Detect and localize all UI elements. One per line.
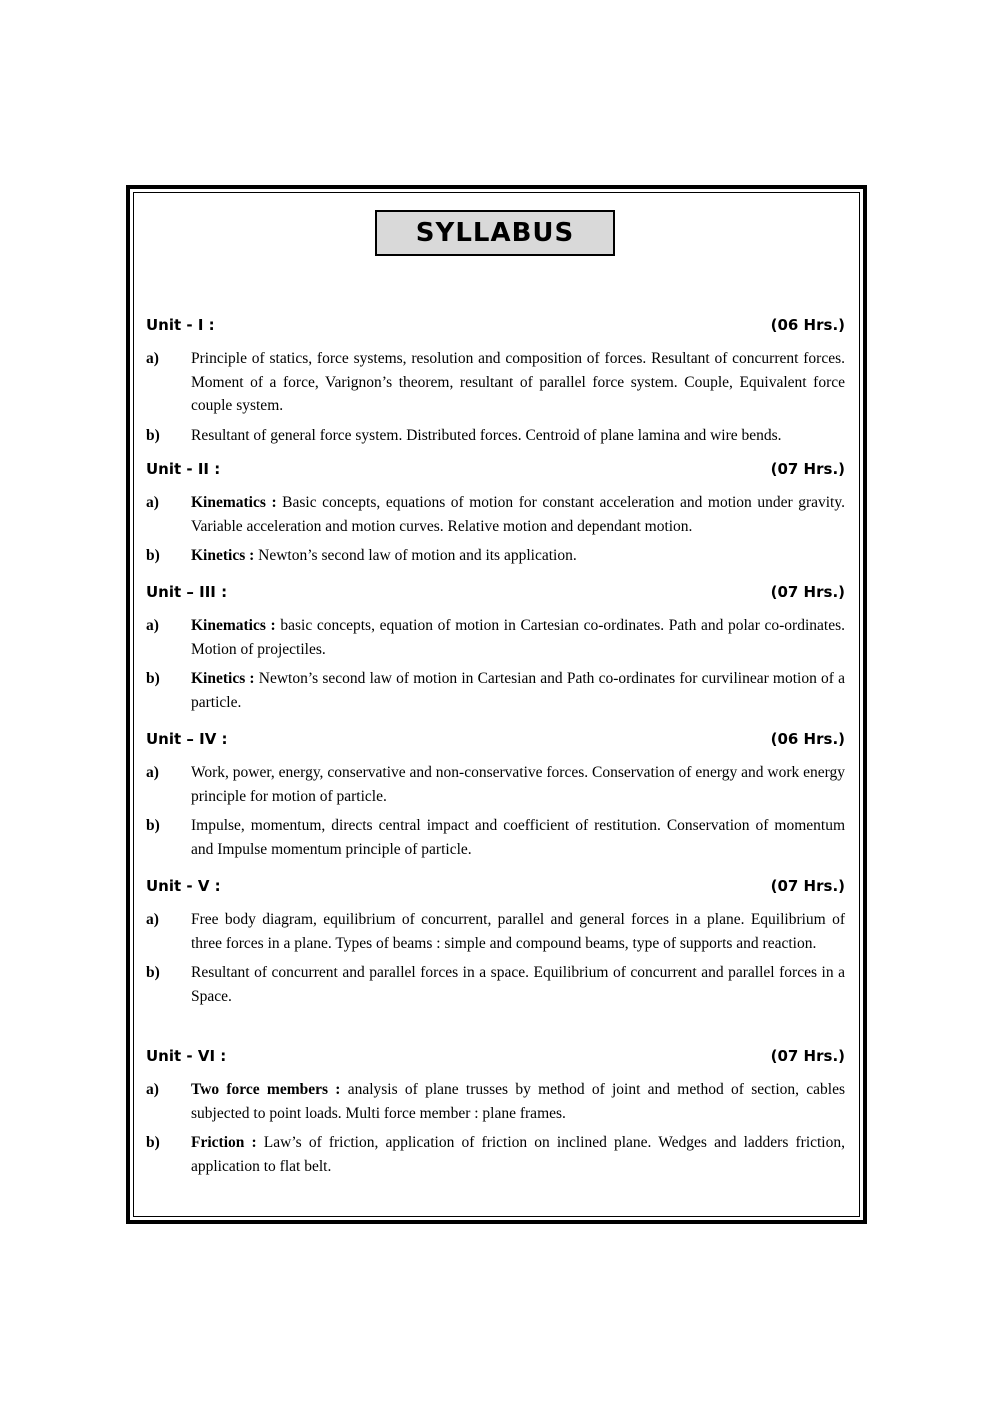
item-label: b) xyxy=(146,426,160,444)
unit-section xyxy=(146,730,845,867)
syllabus-item xyxy=(146,491,845,538)
unit-heading xyxy=(146,730,845,748)
item-term: Two force members : xyxy=(191,1081,341,1098)
item-text xyxy=(191,491,845,538)
unit-section xyxy=(146,877,845,1014)
item-text xyxy=(191,761,845,808)
item-body: Law’s of friction, application of friction on inclined plane. Wedges and ladders friction, application to flat belt. xyxy=(191,1134,845,1175)
item-label: a) xyxy=(146,617,159,634)
item-text xyxy=(191,614,845,661)
item-body: basic concepts, equation of motion in Cartesian co-ordinates. Path and polar co-ordinates. Motion of projectiles. xyxy=(191,617,845,658)
item-text xyxy=(191,814,845,861)
item-body: Resultant of concurrent and parallel forces in a space. Equilibrium of concurrent and parallel forces in a Space. xyxy=(191,964,845,1005)
syllabus-item xyxy=(146,761,845,808)
item-body: Basic concepts, equations of motion for constant acceleration and motion under gravity. Variable acceleration and motion curves. Relative motion and dependant motion. xyxy=(191,494,845,535)
item-label: a) xyxy=(146,1081,159,1098)
item-term: Friction : xyxy=(191,1134,257,1151)
unit-name: Unit – III : xyxy=(146,583,228,601)
syllabus-item xyxy=(146,544,845,568)
syllabus-item xyxy=(146,1078,845,1125)
item-label: b) xyxy=(146,964,160,981)
unit-hours: (07 Hrs.) xyxy=(770,583,845,601)
unit-heading xyxy=(146,877,845,895)
item-term: Kinetics : xyxy=(191,547,255,564)
unit-hours: (07 Hrs.) xyxy=(770,877,845,895)
unit-heading xyxy=(146,316,845,334)
unit-name: Unit - II : xyxy=(146,460,221,478)
syllabus-item xyxy=(146,667,845,714)
item-label: b) xyxy=(146,547,160,564)
item-text xyxy=(191,347,845,418)
unit-name: Unit - I : xyxy=(146,316,215,334)
item-label: a) xyxy=(146,764,159,781)
item-text xyxy=(191,908,845,955)
syllabus-item xyxy=(146,424,845,448)
item-body: Resultant of general force system. Distributed forces. Centroid of plane lamina and wire bends. xyxy=(191,426,782,444)
unit-heading xyxy=(146,583,845,601)
item-body: Newton’s second law of motion and its application. xyxy=(254,547,577,564)
syllabus-item xyxy=(146,814,845,861)
item-text xyxy=(191,961,845,1008)
item-label: b) xyxy=(146,670,160,687)
item-text xyxy=(191,544,845,568)
unit-name: Unit - VI : xyxy=(146,1047,227,1065)
unit-section xyxy=(146,460,845,574)
unit-section xyxy=(146,316,845,453)
item-body: Principle of statics, force systems, resolution and composition of forces. Resultant of concurrent forces. Moment of a force, Varignon’s theorem, resultant of parallel force system. Couple, Equivalent force couple system. xyxy=(191,350,845,414)
item-label: a) xyxy=(146,911,159,928)
unit-hours: (06 Hrs.) xyxy=(770,730,845,748)
syllabus-item xyxy=(146,908,845,955)
syllabus-item xyxy=(146,614,845,661)
item-text xyxy=(191,667,845,714)
item-term: Kinetics : xyxy=(191,670,255,687)
unit-section xyxy=(146,583,845,720)
item-term: Kinematics : xyxy=(191,617,276,634)
item-label: a) xyxy=(146,494,159,511)
unit-hours: (06 Hrs.) xyxy=(770,316,845,334)
item-text xyxy=(191,1131,845,1178)
syllabus-item xyxy=(146,1131,845,1178)
item-body: Newton’s second law of motion in Cartesian and Path co-ordinates for curvilinear motion of a particle. xyxy=(191,670,846,711)
unit-hours: (07 Hrs.) xyxy=(770,460,845,478)
item-label: a) xyxy=(146,350,159,367)
unit-hours: (07 Hrs.) xyxy=(770,1047,845,1065)
unit-heading xyxy=(146,460,845,478)
syllabus-item xyxy=(146,347,845,418)
item-body: Work, power, energy, conservative and non-conservative forces. Conservation of energy and work energy principle for motion of particle. xyxy=(191,764,845,805)
unit-name: Unit - V : xyxy=(146,877,221,895)
item-text xyxy=(191,424,845,448)
syllabus-item xyxy=(146,961,845,1008)
item-label: b) xyxy=(146,817,160,834)
page-title: SYLLABUS xyxy=(375,210,615,256)
item-label: b) xyxy=(146,1134,160,1151)
unit-section xyxy=(146,1047,845,1184)
item-text xyxy=(191,1078,845,1125)
item-body: Free body diagram, equilibrium of concurrent, parallel and general forces in a plane. Equilibrium of three forces in a plane. Types of beams : simple and compound beams, type of supports and reaction. xyxy=(191,911,845,952)
item-body: analysis of plane trusses by method of joint and method of section, cables subjected to point loads. Multi force member : plane frames. xyxy=(191,1081,845,1122)
item-term: Kinematics : xyxy=(191,494,277,511)
unit-heading xyxy=(146,1047,845,1065)
item-body: Impulse, momentum, directs central impact and coefficient of restitution. Conservation of momentum and Impulse momentum principle of particle. xyxy=(191,817,845,858)
unit-name: Unit – IV : xyxy=(146,730,228,748)
